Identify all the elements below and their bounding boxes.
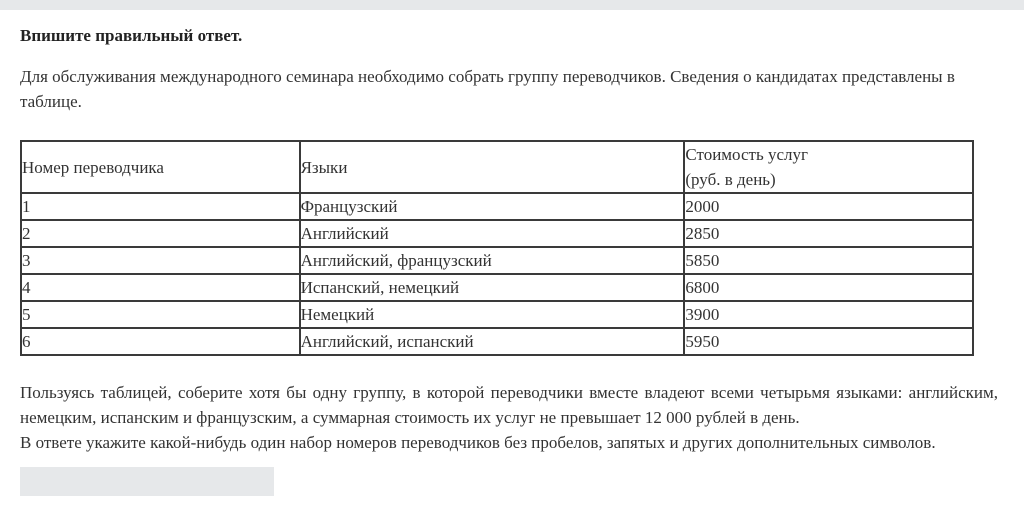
translators-table [20,140,974,356]
task-answer-hint: В ответе укажите какой-нибудь один набор номеров переводчиков без пробелов, запятых и других дополнительных символов. [20,433,936,452]
task-intro: Для обслуживания международного семинара необходимо собрать группу переводчиков. Сведения о кандидатах представлены в таблице. [20,67,955,111]
cell-number: 4 [21,274,300,301]
table-row [21,220,973,247]
cell-languages: Английский, французский [300,247,685,274]
cell-cost: 3900 [684,301,973,328]
answer-input[interactable] [20,467,274,496]
cell-cost: 6800 [684,274,973,301]
task-content [20,24,1000,455]
cell-languages: Французский [300,193,685,220]
header-cost [684,141,973,193]
cell-languages: Английский, испанский [300,328,685,355]
table-row [21,274,973,301]
cell-number: 3 [21,247,300,274]
task-instruction: Пользуясь таблицей, соберите хотя бы одну группу, в которой переводчики вместе владеют всеми четырьмя языками: английским, немецким, испанским и французским, а суммарная стоимость их услуг не превышает 12 000 рублей в день. [20,383,998,427]
header-number: Номер переводчика [21,141,300,193]
table-row [21,247,973,274]
cell-number: 2 [21,220,300,247]
top-bar [0,0,1024,10]
cell-cost: 5850 [684,247,973,274]
cell-languages: Немецкий [300,301,685,328]
table-row [21,301,973,328]
header-cost-line2: (руб. в день) [685,170,776,189]
table-header-row [21,141,973,193]
cell-number: 5 [21,301,300,328]
header-languages: Языки [300,141,685,193]
header-cost-line1: Стоимость услуг [685,145,808,164]
cell-cost: 2000 [684,193,973,220]
cell-cost: 5950 [684,328,973,355]
table-row [21,328,973,355]
cell-languages: Английский [300,220,685,247]
cell-languages: Испанский, немецкий [300,274,685,301]
cell-number: 6 [21,328,300,355]
cell-cost: 2850 [684,220,973,247]
cell-number: 1 [21,193,300,220]
task-heading: Впишите правильный ответ. [20,26,243,45]
table-row [21,193,973,220]
